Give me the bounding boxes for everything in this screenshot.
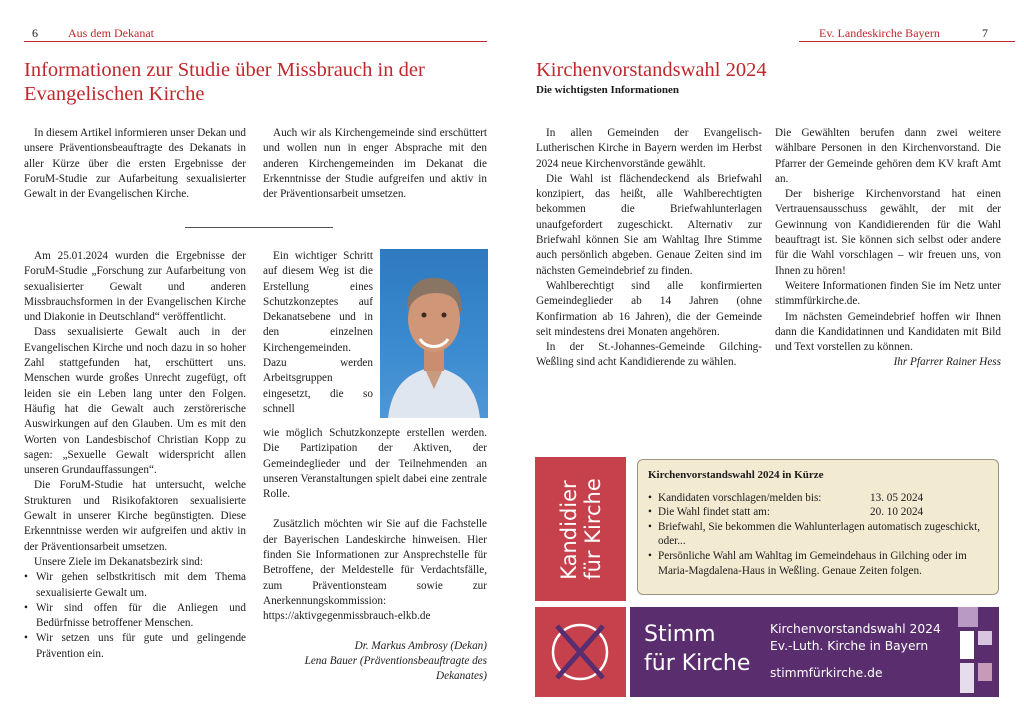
decor-square xyxy=(960,631,974,659)
signature-praevention: Lena Bauer (Präventionsbeauftragte des Dekanates) xyxy=(304,654,487,683)
body-paragraph: Unsere Ziele im Dekanatsbezirk sind: xyxy=(34,555,203,568)
body-paragraph: In der St.-Johannes-Gemeinde Gilching-Weßling sind acht Kandidierende zu wählen. xyxy=(536,341,762,369)
section-label-left: Aus dem Dekanat xyxy=(68,26,154,40)
ballot-cross-icon xyxy=(535,607,626,697)
decor-square xyxy=(978,663,992,681)
body-paragraph: Wahlberechtigt sind alle konfirmierten Gemeindeglieder ab 14 Jahren (ohne Konfirmation ab 16 Jahren), die der Gemeinde seit mindestens drei Monaten angehören. xyxy=(536,279,762,338)
list-item: • Wir sind offen für die Anliegen und Bedürfnisse betroffener Menschen. xyxy=(24,601,246,632)
stimm-slogan xyxy=(644,620,750,678)
box-title: Kirchenvorstandswahl 2024 in Kürze xyxy=(648,469,824,481)
ballot-cross-logo xyxy=(535,607,626,697)
intro-paragraph: In diesem Artikel informieren unser Dekan und unsere Präventionsbeauftragte des Dekanats in aller Kürze über die ersten Ergebnisse der ForuM-Studie zur Aufarbeitung sexualisierter Gewalt in der Evangelischen Kirche. xyxy=(24,127,246,201)
page-number-right: 7 xyxy=(982,26,988,40)
body-paragraph: Dass sexualisierte Gewalt auch in der Evangelischen Kirche und noch dazu in so hoher Zahl stattgefunden hat, erschüttert uns. Menschen wurde großes Unrecht zugefügt, oft leiden sie ein Leben lang unter den Folgen. Häufig hat die Gewalt auch zerstörerische Auswirkungen auf den Glauben. Um es mit den Worten von Landesbischof Christian Kopp zu sagen: „Sexuelle Gewalt widerspricht allen unseren Grundauffassungen“. xyxy=(24,326,246,477)
list-item: • Wir gehen selbstkritisch mit dem Thema sexualisierte Gewalt um. xyxy=(24,570,246,601)
list-item xyxy=(648,505,988,520)
kv-summary-box xyxy=(637,459,999,595)
goals-list xyxy=(24,570,246,662)
item-label: • Kandidaten vorschlagen/melden bis: xyxy=(658,491,822,504)
signature-dekan: Dr. Markus Ambrosy (Dekan) xyxy=(354,639,487,652)
article-title-missbrauch xyxy=(24,58,494,106)
kandidier-panel-text xyxy=(535,457,626,601)
article-title-kirchenvorstandswahl: Kirchenvorstandswahl 2024 xyxy=(536,59,767,81)
list-item: • Persönliche Wahl am Wahltag im Gemeindehaus in Gilching oder im Maria-Magdalena-Haus in Weßling. Genaue Zeiten folgen. xyxy=(648,549,988,578)
portrait-illustration xyxy=(380,249,488,418)
kv-column-1 xyxy=(536,126,762,371)
body-paragraph: Der bisherige Kirchenvorstand hat einen Vertrauensausschuss gewählt, der mit der Gewinnung von Kandidierenden für die Wahl beauftragt ist. Sie können sich selbst oder andere für die Wahl vorschlagen – wir freuen uns, von Ihnen zu hören! xyxy=(775,188,1001,277)
list-item: • Wir setzen uns für gute und gelingende Prävention ein. xyxy=(24,631,246,662)
box-list xyxy=(648,491,988,579)
header-rule-left xyxy=(24,41,487,42)
decor-square xyxy=(978,631,992,645)
kandidier-line: für Kirche xyxy=(580,478,605,580)
list-item xyxy=(648,491,988,506)
article-subtitle: Die wichtigsten Informationen xyxy=(536,84,679,96)
body-column-2 xyxy=(263,426,487,684)
section-label-right: Ev. Landeskirche Bayern xyxy=(819,26,940,40)
kv-column-2 xyxy=(775,126,1001,371)
intro-paragraph: Auch wir als Kirchengemeinde sind erschüttert und wollen nun in enger Absprache mit den anderen Kirchengemeinden im Dekanat die Erkenntnisse der Studie aufgreifen und aktiv in der Präventionsarbeit umsetzen. xyxy=(263,127,487,201)
banner-info-line: Ev.-Luth. Kirche in Bayern xyxy=(770,639,929,653)
body-paragraph: Ein wichtiger Schritt auf diesem Weg ist die Erstellung eines Schutzkonzeptes auf Dekanatsebene und in den einzelnen Kirchengemeinden. Dazu werden Arbeitsgruppen eingesetzt, die so schnell xyxy=(263,250,373,415)
body-paragraph: Die ForuM-Studie hat untersucht, welche Strukturen und Risikofaktoren sexualisierte Gewalt in unserer Kirche begünstigten. Diese Erkenntnisse werden wir aufgreifen und aktiv in der Präventionsarbeit umsetzen. xyxy=(24,479,246,553)
intro-column-1 xyxy=(24,126,246,202)
item-value: 13. 05 2024 xyxy=(870,491,924,504)
body-paragraph: Am 25.01.2024 wurden die Ergebnisse der ForuM-Studie „Forschung zur Aufarbeitung von sexualisierter Gewalt und anderen Missbrauchsformen in der Evangelischen Kirche und Diakonie in Deutschland“ veröffentlicht. xyxy=(24,250,246,324)
body-paragraph: wie möglich Schutzkonzepte erstellen werden. Die Partizipation der Aktiven, der Gemeindeglieder und der Teilnehmenden an unseren Veranstaltungen spielt dabei eine zentrale Rolle. xyxy=(263,427,487,501)
portrait-photo xyxy=(380,249,488,418)
body-paragraph: Zusätzlich möchten wir Sie auf die Fachstelle der Bayerischen Landeskirche hinweisen. Hier finden Sie Informationen zur Ansprechstelle für Betroffene, der Meldestelle für Verdachtsfälle, zum Präventionsteam sowie zur Anerkennungskommission: https://aktivgegenmissbrauch-elkb.de xyxy=(263,518,487,623)
body-paragraph: Die Gewählten berufen dann zwei weitere wählbare Personen in den Kirchenvorstand. Die Pfarrer der Gemeinde gehören dem KV kraft Amt an. xyxy=(775,127,1001,185)
decor-square xyxy=(958,607,978,627)
stimm-fuer-kirche-banner xyxy=(630,607,999,697)
banner-url: stimmfürkirche.de xyxy=(770,666,883,680)
section-divider xyxy=(185,227,333,228)
item-value: 20. 10 2024 xyxy=(870,506,924,519)
body-column-2-wrap xyxy=(263,249,373,417)
item-label: • Die Wahl findet statt am: xyxy=(658,506,770,519)
banner-info-line: Kirchenvorstandswahl 2024 xyxy=(770,622,941,636)
list-item: • Briefwahl, Sie bekommen die Wahlunterlagen automatisch zugeschickt, oder... xyxy=(648,520,988,549)
banner-info xyxy=(770,621,941,682)
decor-square xyxy=(960,663,974,693)
body-column-1 xyxy=(24,249,246,662)
body-paragraph: Weitere Informationen finden Sie im Netz unter stimmfürkirche.de. xyxy=(775,279,1001,308)
kandidier-line: Kandidier xyxy=(556,480,581,580)
stimm-line: für Kirche xyxy=(644,651,751,676)
header-rule-right xyxy=(799,41,1015,42)
stimm-line: Stimm xyxy=(644,622,716,647)
body-paragraph: Die Wahl ist flächendeckend als Briefwahl konzipiert, das heißt, alle Wahlberechtigten bekommen die Briefwahlunterlagen unaufgefordert zugeschickt. Alternativ zur Briefwahl können Sie am Wahltag Ihre Stimme auch persönlich abgeben. Genaue Zeiten sind im nächsten Gemeindebrief zu finden. xyxy=(536,172,762,277)
page-number-left: 6 xyxy=(32,26,38,40)
title-line: Evangelischen Kirche xyxy=(24,83,205,105)
body-paragraph: In allen Gemeinden der Evangelisch-Lutherischen Kirche in Bayern werden im Herbst 2024 neue Kirchenvorstände gewählt. xyxy=(536,127,762,170)
body-paragraph: Im nächsten Gemeindebrief hoffen wir Ihnen dann die Kandidatinnen und Kandidaten mit Bild und Text vorstellen zu können. xyxy=(775,310,1001,354)
signature-pfarrer: Ihr Pfarrer Rainer Hess xyxy=(893,356,1001,369)
intro-column-2 xyxy=(263,126,487,202)
title-line: Informationen zur Studie über Missbrauch in der xyxy=(24,59,425,81)
